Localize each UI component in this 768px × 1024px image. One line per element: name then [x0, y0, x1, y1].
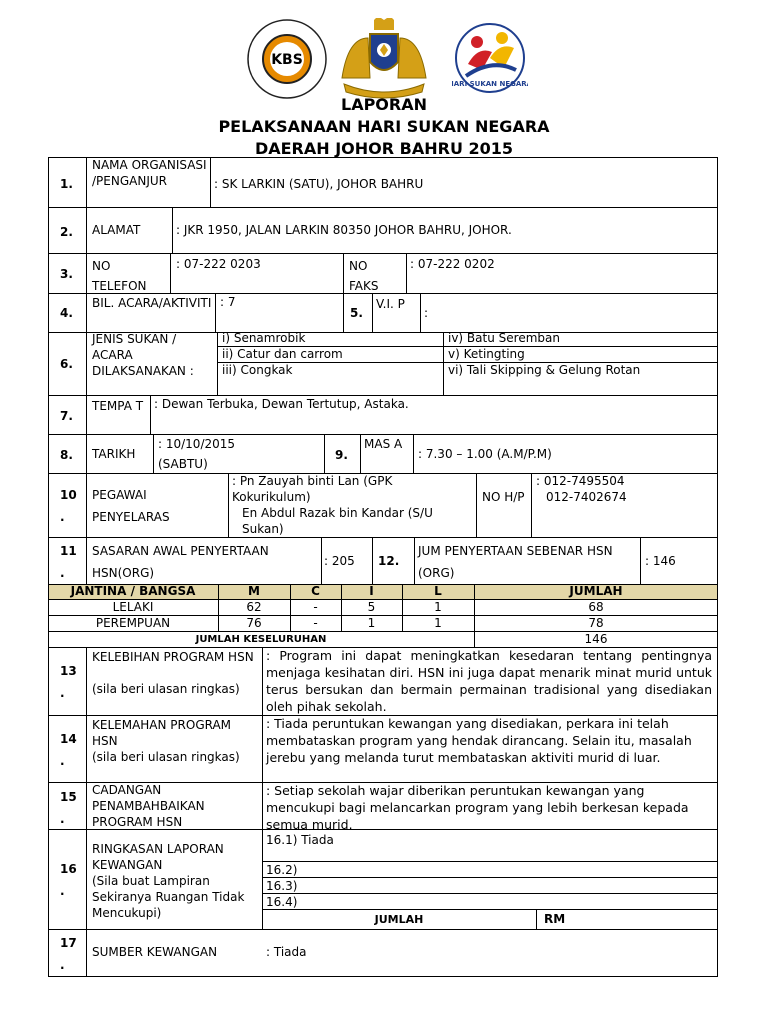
strengths-value: : Program ini dapat meningkatkan kesedaran tentang pentingnya menjaga kesihatan diri. HSN ini juga dapat menarik minat murid untuk terus bersukan dan bermain permainan tradisional yang disediakan oleh pihak sekolah. — [266, 648, 712, 714]
vip-label: V.I. P — [376, 297, 405, 311]
row-number-7: 7. — [60, 409, 73, 423]
row-number-11: 11 . — [60, 544, 77, 580]
finance-total-value: RM — [544, 912, 566, 926]
strengths-subnote: (sila beri ulasan ringkas) — [92, 682, 240, 696]
row-number-17: 17 . — [60, 936, 77, 972]
address-label: ALAMAT — [92, 223, 141, 237]
events-count-label: BIL. ACARA/AKTIVITI — [92, 296, 212, 310]
time-label: MAS A — [364, 437, 403, 451]
grand-total-label: JUMLAH KESELURUHAN — [195, 634, 327, 645]
finance-item-2: 16.2) — [266, 863, 298, 877]
actual-participation-value: : 146 — [645, 554, 676, 568]
table-cell: 78 — [588, 616, 604, 630]
funding-source-label: SUMBER KEWANGAN — [92, 945, 218, 959]
finance-item-1: 16.1) Tiada — [266, 833, 334, 847]
organisation-label: NAMA ORGANISASI /PENGANJUR — [92, 158, 207, 188]
row-number-12: 12. — [378, 554, 400, 568]
organisation-value: : SK LARKIN (SATU), JOHOR BAHRU — [214, 177, 424, 191]
sport-item-4: iv) Batu Seremban — [448, 331, 560, 345]
row-number-10: 10 . — [60, 488, 77, 524]
time-value: : 7.30 – 1.00 (A.M/P.M) — [418, 447, 552, 461]
report-title-line3: DAERAH JOHOR BAHRU 2015 — [254, 139, 514, 158]
table-cell: LELAKI — [112, 600, 154, 614]
table-cell: 1 — [434, 616, 442, 630]
row-number-15: 15 . — [60, 790, 77, 826]
weaknesses-subnote: (sila beri ulasan ringkas) — [92, 750, 240, 764]
report-title-line1: LAPORAN — [341, 95, 427, 114]
improvement-label: CADANGAN PENAMBAHBAIKAN PROGRAM HSN — [92, 783, 205, 829]
weaknesses-label: KELEMAHAN PROGRAM HSN — [92, 718, 232, 748]
row-number-3: 3. — [60, 267, 73, 281]
telephone-value: : 07-222 0203 — [176, 257, 261, 271]
kbs-logo-text: KBS — [271, 52, 303, 68]
row-number-6: 6. — [60, 357, 73, 371]
finance-total-label: JUMLAH — [374, 913, 424, 926]
fax-label: NO FAKS — [349, 259, 379, 293]
table-cell: 62 — [246, 600, 262, 614]
funding-source-value: : Tiada — [266, 945, 307, 959]
phone-number-1: : 012-7495504 — [536, 474, 625, 488]
finance-item-4: 16.4) — [266, 895, 298, 909]
row-number-2: 2. — [60, 225, 73, 239]
grand-total-value: 146 — [584, 632, 608, 646]
table-cell: 1 — [367, 616, 376, 630]
logo-bar — [0, 18, 768, 98]
sport-item-3: iii) Congkak — [222, 363, 293, 377]
events-count-value: : 7 — [220, 295, 236, 309]
row-number-16: 16 . — [60, 862, 77, 898]
fax-value: : 07-222 0202 — [410, 257, 495, 271]
finance-item-3: 16.3) — [266, 879, 298, 893]
row-number-13: 13 . — [60, 664, 77, 700]
table-cell: - — [313, 616, 318, 630]
table-cell: 76 — [246, 616, 262, 630]
coordinator-1: : Pn Zauyah binti Lan (GPK Kokurikulum) — [232, 474, 393, 504]
table-cell: 5 — [367, 600, 376, 614]
table-header-cell: I — [369, 584, 374, 598]
sport-item-2: ii) Catur dan carrom — [222, 347, 343, 361]
row-number-5: 5. — [350, 306, 363, 320]
table-cell: 68 — [588, 600, 604, 614]
phone-label: NO H/P — [482, 490, 525, 504]
table-cell: 1 — [434, 600, 442, 614]
address-value: : JKR 1950, JALAN LARKIN 80350 JOHOR BAHRU, JOHOR. — [176, 223, 512, 237]
num-col-divider-lower — [86, 647, 87, 977]
row-number-1: 1. — [60, 177, 73, 191]
date-label: TARIKH — [92, 447, 136, 461]
finance-summary-label: RINGKASAN LAPORAN KEWANGAN — [92, 842, 224, 872]
sport-item-6: vi) Tali Skipping & Gelung Rotan — [448, 363, 641, 377]
report-title-line2: PELAKSANAAN HARI SUKAN NEGARA — [218, 117, 550, 136]
hari-sukan-negara-logo — [452, 18, 528, 104]
row-number-14: 14 . — [60, 732, 77, 768]
improvement-value: : Setiap sekolah wajar diberikan peruntukan kewangan yang mencukupi bagi melancarkan program yang lebih berkesan kepada semua murid. — [266, 783, 689, 832]
venue-label: TEMPA T — [92, 399, 144, 413]
sport-item-5: v) Ketingting — [448, 347, 525, 361]
kbs-logo — [246, 18, 328, 104]
row-number-4: 4. — [60, 306, 73, 320]
table-cell: - — [313, 600, 318, 614]
hsn-logo-text: HARI SUKAN NEGARA — [452, 80, 528, 88]
target-participation-label: SASARAN AWAL PENYERTAAN HSN(ORG) — [92, 544, 269, 580]
phone-number-2: 012-7402674 — [546, 490, 627, 504]
num-col-divider — [86, 157, 87, 585]
row-number-8: 8. — [60, 448, 73, 462]
coordinator-label: PEGAWAI PENYELARAS — [92, 488, 170, 524]
table-header-cell: JANTINA / BANGSA — [70, 584, 196, 598]
sport-item-1: i) Senamrobik — [222, 331, 306, 345]
row-number-9: 9. — [335, 448, 348, 462]
coordinator-2: En Abdul Razak bin Kandar (S/U Sukan) — [242, 506, 433, 536]
table-header-cell: JUMLAH — [569, 584, 623, 598]
finance-summary-subnote: (Sila buat Lampiran Sekiranya Ruangan Tidak Mencukupi) — [92, 874, 245, 920]
venue-value: : Dewan Terbuka, Dewan Tertutup, Astaka. — [154, 397, 409, 411]
table-cell: PEREMPUAN — [95, 616, 171, 630]
date-value: : 10/10/2015 (SABTU) — [158, 437, 236, 471]
target-participation-value: : 205 — [324, 554, 355, 568]
table-header-cell: C — [311, 584, 320, 598]
table-header-cell: L — [434, 584, 442, 598]
strengths-label: KELEBIHAN PROGRAM HSN — [92, 650, 254, 664]
weaknesses-value: : Tiada peruntukan kewangan yang disediakan, perkara ini telah membataskan program yang hendak dirancang. Selain itu, masalah jerebu yang melanda turut membataskan aktiviti murid di luar. — [266, 716, 692, 765]
vip-value: : — [424, 306, 429, 320]
table-header-cell: M — [248, 584, 260, 598]
sports-types-label: JENIS SUKAN / ACARA DILAKSANAKAN : — [92, 332, 194, 378]
telephone-label: NO TELEFON — [92, 259, 147, 293]
johor-crest-logo — [334, 18, 434, 104]
actual-participation-label: JUM PENYERTAAN SEBENAR HSN (ORG) — [418, 544, 613, 580]
